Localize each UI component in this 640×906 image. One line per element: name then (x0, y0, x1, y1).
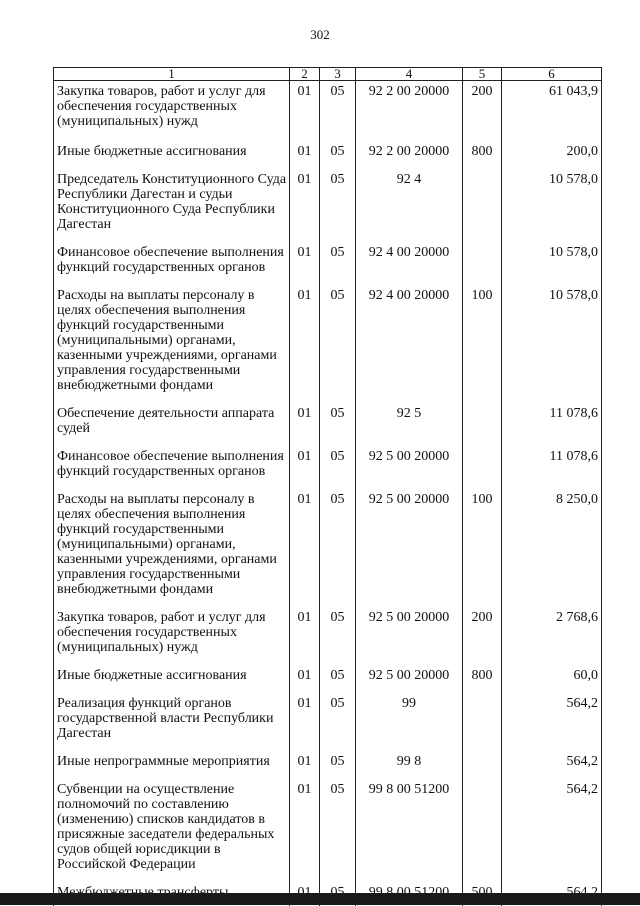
column-header: 2 (290, 68, 320, 81)
row-section-cell: 01 (290, 141, 320, 169)
row-name-cell: Финансовое обеспечение выполнения функций государственных органов (54, 242, 290, 285)
row-section-cell: 01 (290, 489, 320, 607)
row-subsection-cell: 05 (320, 242, 356, 285)
row-expense-type-cell (463, 446, 502, 489)
table-row (54, 169, 602, 242)
table-row (54, 665, 602, 693)
row-name-cell: Расходы на выплаты персоналу в целях обеспечения выполнения функций государственными (муниципальными) органами, казенными учреждениями, органами управления государственными внебюджетными фондами (54, 285, 290, 403)
row-target-article-cell: 92 4 (356, 169, 463, 242)
row-section-cell: 01 (290, 607, 320, 665)
column-header: 1 (54, 68, 290, 81)
column-header: 6 (502, 68, 602, 81)
row-expense-type-cell: 200 (463, 607, 502, 665)
row-expense-type-cell: 800 (463, 665, 502, 693)
row-section-cell: 01 (290, 285, 320, 403)
row-amount-cell: 60,0 (502, 665, 602, 693)
row-subsection-cell: 05 (320, 81, 356, 142)
row-subsection-cell: 05 (320, 169, 356, 242)
row-target-article-cell: 92 5 00 20000 (356, 665, 463, 693)
row-name-cell: Иные бюджетные ассигнования (54, 141, 290, 169)
row-target-article-cell: 99 8 00 51200 (356, 779, 463, 882)
row-subsection-cell: 05 (320, 446, 356, 489)
row-name-cell: Иные непрограммные мероприятия (54, 751, 290, 779)
row-target-article-cell: 92 5 00 20000 (356, 607, 463, 665)
scan-edge (0, 893, 640, 905)
row-subsection-cell: 05 (320, 751, 356, 779)
row-target-article-cell: 92 4 00 20000 (356, 285, 463, 403)
budget-table (53, 67, 602, 906)
row-target-article-cell: 99 (356, 693, 463, 751)
row-expense-type-cell: 100 (463, 489, 502, 607)
row-amount-cell: 2 768,6 (502, 607, 602, 665)
row-amount-cell: 10 578,0 (502, 169, 602, 242)
row-name-cell: Реализация функций органов государственной власти Республики Дагестан (54, 693, 290, 751)
row-name-cell: Расходы на выплаты персоналу в целях обеспечения выполнения функций государственными (муниципальными) органами, казенными учреждениями, органами управления государственными внебюджетными фондами (54, 489, 290, 607)
row-target-article-cell: 92 5 00 20000 (356, 489, 463, 607)
row-expense-type-cell (463, 403, 502, 446)
row-amount-cell: 200,0 (502, 141, 602, 169)
row-subsection-cell: 05 (320, 403, 356, 446)
row-subsection-cell: 05 (320, 489, 356, 607)
row-name-cell: Председатель Конституционного Суда Республики Дагестан и судьи Конституционного Суда Республики Дагестан (54, 169, 290, 242)
row-expense-type-cell (463, 751, 502, 779)
table-row (54, 607, 602, 665)
row-section-cell: 01 (290, 665, 320, 693)
row-subsection-cell: 05 (320, 779, 356, 882)
table-body (54, 81, 602, 906)
row-amount-cell: 10 578,0 (502, 242, 602, 285)
column-header: 4 (356, 68, 463, 81)
table-row (54, 489, 602, 607)
row-target-article-cell: 92 5 (356, 403, 463, 446)
column-header: 5 (463, 68, 502, 81)
table-row (54, 242, 602, 285)
table-row (54, 779, 602, 882)
row-section-cell: 01 (290, 242, 320, 285)
table-row (54, 403, 602, 446)
row-section-cell: 01 (290, 403, 320, 446)
row-target-article-cell: 92 2 00 20000 (356, 81, 463, 142)
table-row (54, 751, 602, 779)
row-section-cell: 01 (290, 81, 320, 142)
row-expense-type-cell (463, 779, 502, 882)
row-section-cell: 01 (290, 751, 320, 779)
row-amount-cell: 564,2 (502, 693, 602, 751)
row-subsection-cell: 05 (320, 285, 356, 403)
row-target-article-cell: 92 2 00 20000 (356, 141, 463, 169)
table-row (54, 693, 602, 751)
row-name-cell: Субвенции на осуществление полномочий по составлению (изменению) списков кандидатов в присяжные заседатели федеральных судов общей юрисдикции в Российской Федерации (54, 779, 290, 882)
row-target-article-cell: 92 5 00 20000 (356, 446, 463, 489)
row-subsection-cell: 05 (320, 607, 356, 665)
row-target-article-cell: 92 4 00 20000 (356, 242, 463, 285)
row-name-cell: Иные бюджетные ассигнования (54, 665, 290, 693)
row-amount-cell: 11 078,6 (502, 446, 602, 489)
table-row (54, 81, 602, 142)
header-row (54, 68, 602, 81)
row-section-cell: 01 (290, 779, 320, 882)
row-subsection-cell: 05 (320, 141, 356, 169)
row-expense-type-cell (463, 242, 502, 285)
row-section-cell: 01 (290, 446, 320, 489)
row-section-cell: 01 (290, 169, 320, 242)
row-amount-cell: 61 043,9 (502, 81, 602, 142)
row-amount-cell: 564,2 (502, 751, 602, 779)
row-expense-type-cell: 100 (463, 285, 502, 403)
page-number: 302 (0, 27, 640, 43)
row-target-article-cell: 99 8 (356, 751, 463, 779)
column-header: 3 (320, 68, 356, 81)
row-name-cell: Финансовое обеспечение выполнения функций государственных органов (54, 446, 290, 489)
table-row (54, 141, 602, 169)
row-expense-type-cell (463, 169, 502, 242)
row-expense-type-cell: 800 (463, 141, 502, 169)
row-expense-type-cell: 200 (463, 81, 502, 142)
row-section-cell: 01 (290, 693, 320, 751)
row-amount-cell: 10 578,0 (502, 285, 602, 403)
row-amount-cell: 11 078,6 (502, 403, 602, 446)
table-row (54, 285, 602, 403)
table-row (54, 446, 602, 489)
row-amount-cell: 8 250,0 (502, 489, 602, 607)
row-subsection-cell: 05 (320, 693, 356, 751)
row-name-cell: Обеспечение деятельности аппарата судей (54, 403, 290, 446)
row-subsection-cell: 05 (320, 665, 356, 693)
row-name-cell: Закупка товаров, работ и услуг для обеспечения государственных (муниципальных) нужд (54, 607, 290, 665)
row-amount-cell: 564,2 (502, 779, 602, 882)
row-name-cell: Закупка товаров, работ и услуг для обеспечения государственных (муниципальных) нужд (54, 81, 290, 142)
row-expense-type-cell (463, 693, 502, 751)
